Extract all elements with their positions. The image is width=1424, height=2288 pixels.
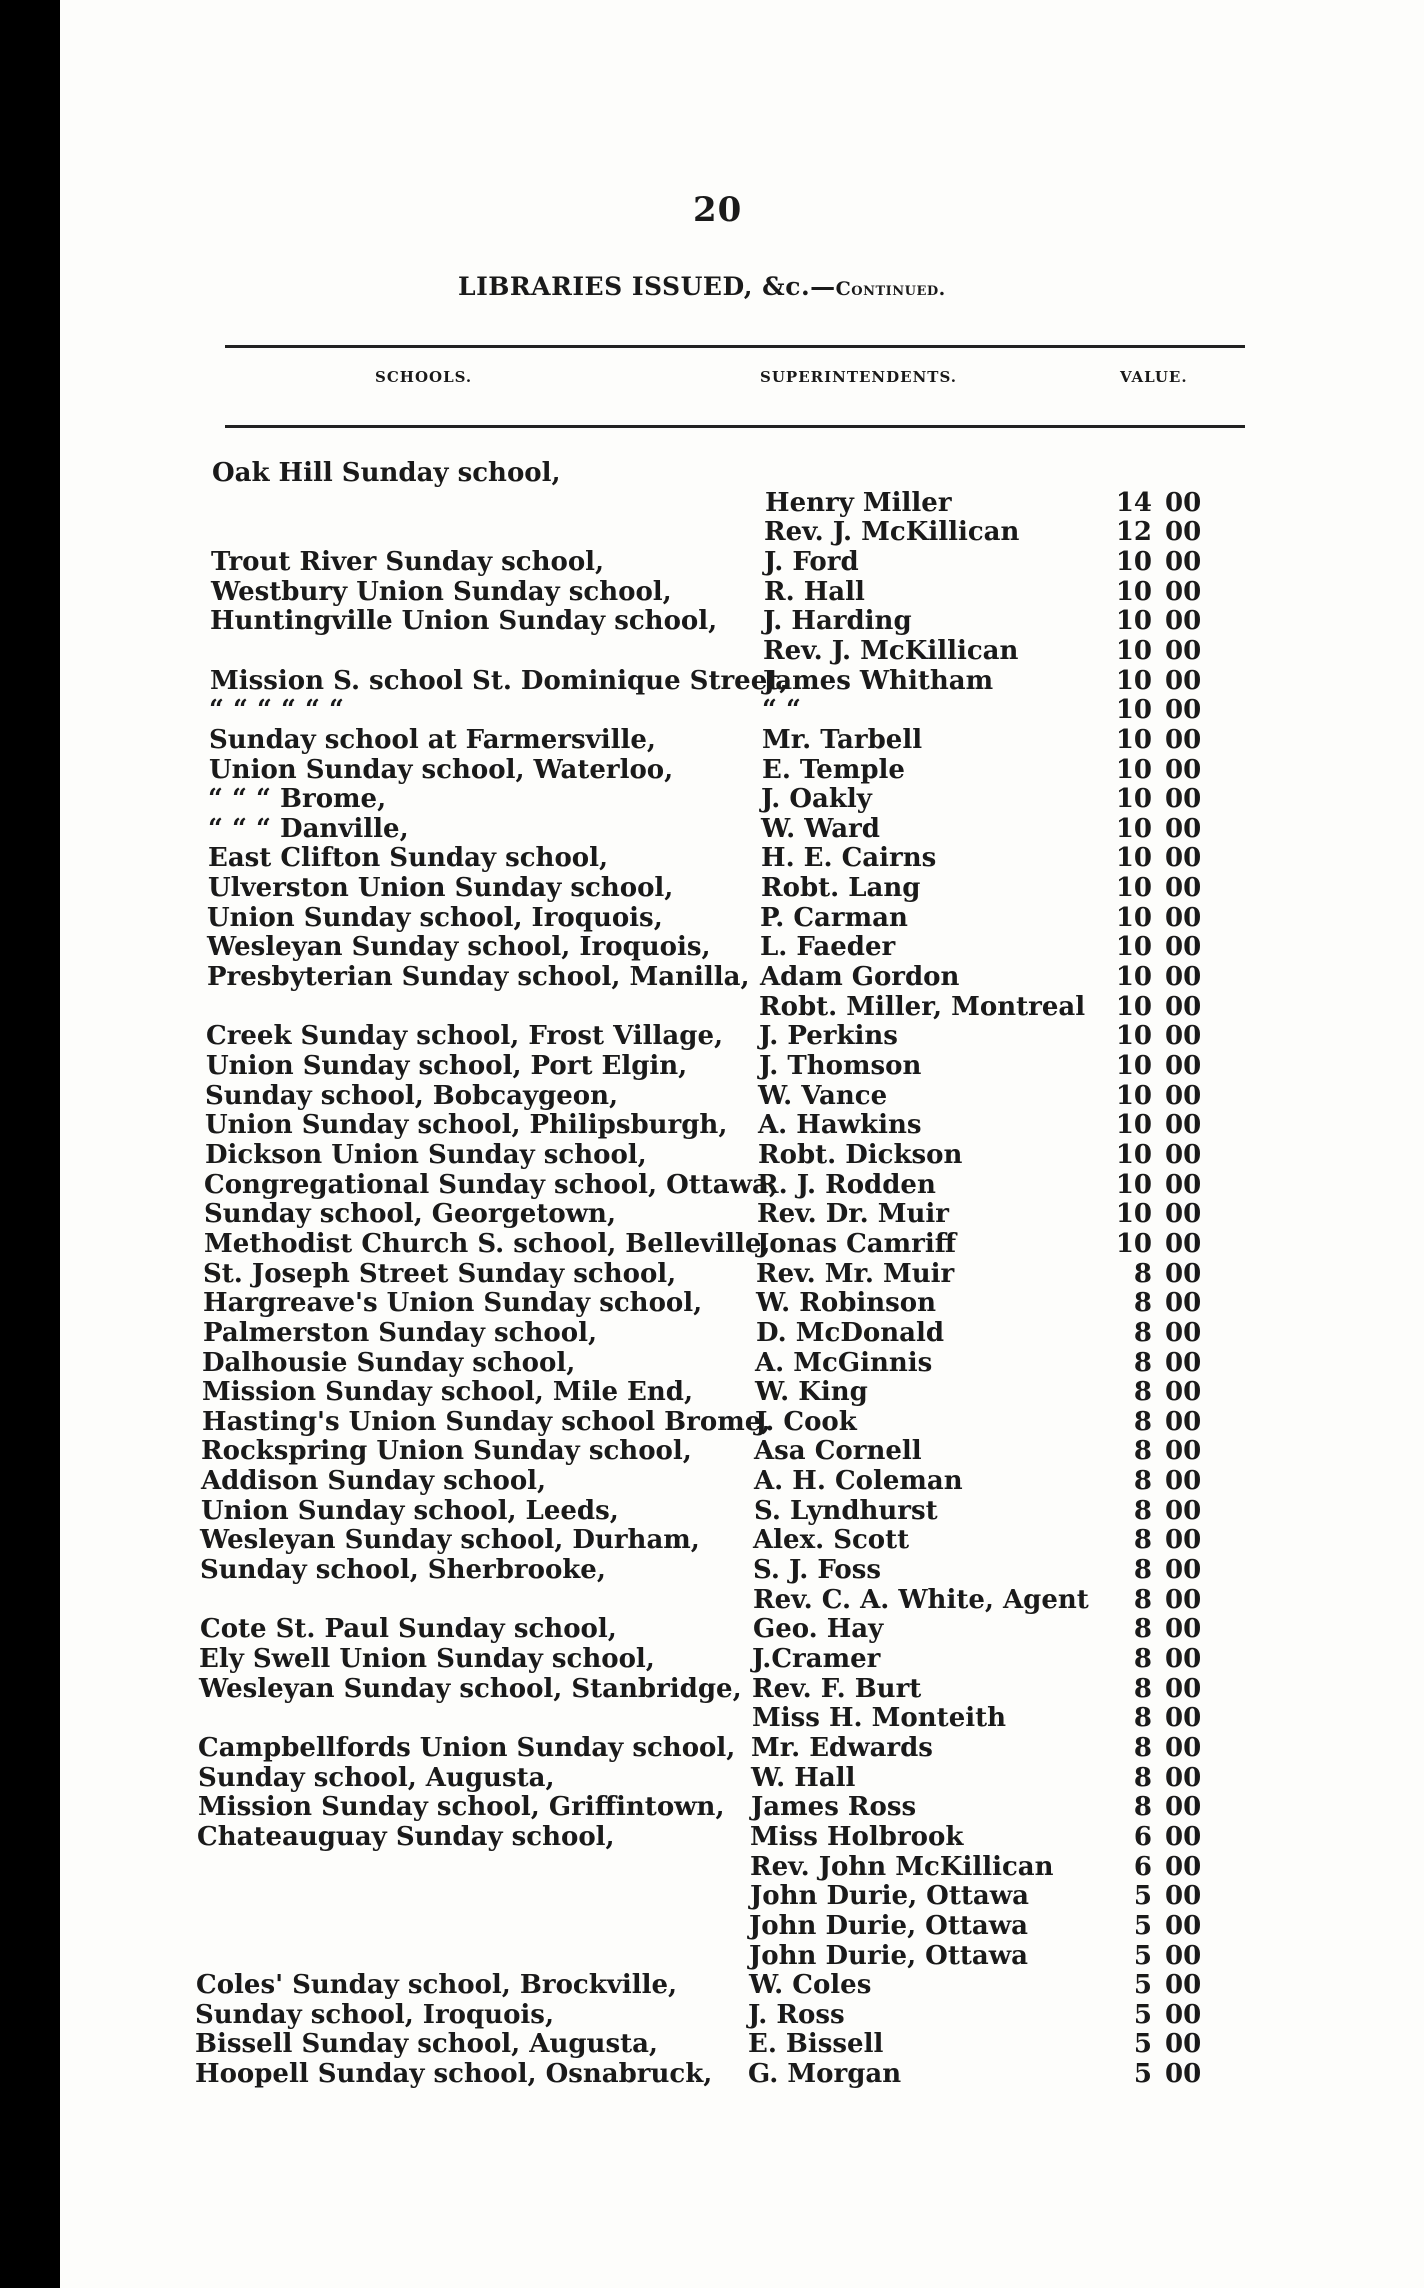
superintendent-cell: G. Morgan — [748, 2059, 902, 2090]
value-cents-cell: 00 — [1165, 1940, 1202, 1971]
table-row — [60, 1881, 1424, 1911]
table-row — [60, 1288, 1424, 1318]
school-cell: East Clifton Sunday school, — [208, 843, 609, 874]
value-dollars-cell: 8 — [1133, 1732, 1152, 1763]
table-row — [60, 458, 1424, 488]
school-cell: “ “ “ Danville, — [208, 813, 409, 844]
superintendent-cell: A. Hawkins — [758, 1110, 922, 1141]
value-cents-cell: 00 — [1165, 695, 1202, 726]
table-row — [60, 1377, 1424, 1407]
school-cell: Mission Sunday school, Griffintown, — [198, 1792, 725, 1823]
value-cents-cell: 00 — [1165, 517, 1202, 548]
school-cell: Wesleyan Sunday school, Durham, — [200, 1525, 700, 1556]
value-dollars-cell: 6 — [1133, 1821, 1152, 1852]
value-cents-cell: 00 — [1165, 1673, 1202, 1704]
table-row — [60, 2000, 1424, 2030]
school-cell: Mission S. school St. Dominique Street, — [210, 665, 789, 696]
value-dollars-cell: 8 — [1133, 1436, 1152, 1467]
school-cell: Sunday school at Farmersville, — [209, 724, 656, 755]
superintendent-cell: Miss Holbrook — [750, 1821, 964, 1852]
value-dollars-cell: 5 — [1133, 1999, 1152, 2030]
value-dollars-cell: 10 — [1115, 962, 1152, 993]
column-header-superintendents: SUPERINTENDENTS. — [760, 368, 957, 386]
table-row — [60, 1941, 1424, 1971]
table-row — [60, 1733, 1424, 1763]
superintendent-cell: S. Lyndhurst — [754, 1495, 938, 1526]
superintendent-cell: Mr. Tarbell — [762, 724, 923, 755]
school-cell: St. Joseph Street Sunday school, — [203, 1258, 677, 1289]
value-cents-cell: 00 — [1165, 1881, 1202, 1912]
value-dollars-cell: 8 — [1133, 1466, 1152, 1497]
superintendent-cell: James Whitham — [763, 665, 994, 696]
value-dollars-cell: 5 — [1133, 1881, 1152, 1912]
superintendent-cell: Mr. Edwards — [751, 1732, 933, 1763]
school-cell: Union Sunday school, Philipsburgh, — [205, 1110, 728, 1141]
value-dollars-cell: 10 — [1115, 902, 1152, 933]
header-rule-bottom — [225, 425, 1245, 428]
value-cents-cell: 00 — [1165, 1851, 1202, 1882]
superintendent-cell: Rev. Mr. Muir — [756, 1258, 955, 1289]
table-row — [60, 1822, 1424, 1852]
school-cell: Sunday school, Sherbrooke, — [200, 1555, 606, 1586]
superintendent-cell: James Ross — [751, 1792, 917, 1823]
superintendent-cell: Robt. Lang — [761, 873, 921, 904]
table-row — [60, 1051, 1424, 1081]
value-cents-cell: 00 — [1165, 2059, 1202, 2090]
table-row — [60, 1199, 1424, 1229]
superintendent-cell: “ “ — [762, 695, 801, 726]
value-dollars-cell: 8 — [1133, 1614, 1152, 1645]
superintendent-cell: J. Cook — [755, 1406, 857, 1437]
value-cents-cell: 00 — [1165, 1436, 1202, 1467]
value-dollars-cell: 10 — [1115, 546, 1152, 577]
value-dollars-cell: 8 — [1133, 1406, 1152, 1437]
table-row — [60, 1970, 1424, 2000]
table-row — [60, 1407, 1424, 1437]
table-row — [60, 1674, 1424, 1704]
school-cell: Sunday school, Georgetown, — [204, 1199, 617, 1230]
school-cell: Bissell Sunday school, Augusta, — [195, 2029, 658, 2060]
value-dollars-cell: 5 — [1133, 1910, 1152, 1941]
superintendent-cell: Rev. Dr. Muir — [757, 1199, 949, 1230]
table-row — [60, 1021, 1424, 1051]
superintendent-cell: J. Thomson — [759, 1051, 922, 1081]
running-head-title: LIBRARIES ISSUED, &c.— — [458, 272, 836, 301]
superintendent-cell: A. McGinnis — [755, 1347, 933, 1378]
table-row — [60, 517, 1424, 547]
school-cell: Ely Swell Union Sunday school, — [199, 1644, 655, 1674]
value-dollars-cell: 10 — [1115, 635, 1152, 666]
value-dollars-cell: 10 — [1115, 843, 1152, 874]
superintendent-cell: L. Faeder — [760, 932, 896, 963]
superintendent-cell: W. Coles — [749, 1970, 872, 2001]
value-cents-cell: 00 — [1165, 1021, 1202, 1052]
value-dollars-cell: 5 — [1133, 2059, 1152, 2090]
table-row — [60, 1911, 1424, 1941]
school-cell: Dickson Union Sunday school, — [205, 1139, 647, 1170]
value-dollars-cell: 8 — [1133, 1703, 1152, 1734]
school-cell: Creek Sunday school, Frost Village, — [206, 1021, 724, 1052]
value-cents-cell: 00 — [1165, 2029, 1202, 2060]
school-cell: Union Sunday school, Port Elgin, — [206, 1051, 688, 1081]
superintendent-cell: W. Vance — [758, 1080, 888, 1111]
table-row — [60, 1703, 1424, 1733]
value-cents-cell: 00 — [1165, 1169, 1202, 1200]
value-dollars-cell: 10 — [1115, 1021, 1152, 1052]
value-dollars-cell: 10 — [1115, 695, 1152, 726]
value-dollars-cell: 10 — [1115, 873, 1152, 904]
school-cell: Westbury Union Sunday school, — [211, 576, 672, 607]
table-row — [60, 577, 1424, 607]
table-row — [60, 873, 1424, 903]
school-cell: Ulverston Union Sunday school, — [208, 873, 674, 904]
school-cell: Coles' Sunday school, Brockville, — [196, 1970, 678, 2001]
school-cell: Rockspring Union Sunday school, — [201, 1436, 692, 1467]
table-row — [60, 1229, 1424, 1259]
value-dollars-cell: 10 — [1115, 1139, 1152, 1170]
table-row — [60, 1585, 1424, 1615]
value-dollars-cell: 10 — [1115, 1228, 1152, 1259]
superintendent-cell: John Durie, Ottawa — [750, 1881, 1029, 1912]
value-cents-cell: 00 — [1165, 546, 1202, 577]
value-cents-cell: 00 — [1165, 1762, 1202, 1793]
table-row — [60, 2029, 1424, 2059]
value-dollars-cell: 10 — [1115, 1169, 1152, 1200]
value-dollars-cell: 8 — [1133, 1584, 1152, 1615]
superintendent-cell: Robt. Dickson — [758, 1139, 963, 1170]
superintendent-cell: Geo. Hay — [753, 1614, 884, 1645]
value-cents-cell: 00 — [1165, 724, 1202, 755]
value-dollars-cell: 12 — [1115, 517, 1152, 548]
school-cell: Congregational Sunday school, Ottawa, — [204, 1169, 778, 1200]
superintendent-cell: J. Ross — [748, 1999, 845, 2030]
page-number: 20 — [693, 190, 743, 230]
superintendent-cell: A. H. Coleman — [754, 1466, 963, 1497]
value-dollars-cell: 5 — [1133, 1940, 1152, 1971]
school-cell: Hoopell Sunday school, Osnabruck, — [195, 2059, 713, 2090]
school-cell: Huntingville Union Sunday school, — [210, 606, 718, 637]
value-cents-cell: 00 — [1165, 487, 1202, 518]
value-dollars-cell: 14 — [1115, 487, 1152, 518]
book-page — [60, 0, 1424, 2288]
value-dollars-cell: 8 — [1133, 1495, 1152, 1526]
value-cents-cell: 00 — [1165, 1406, 1202, 1437]
superintendent-cell: Rev. John McKillican — [750, 1851, 1054, 1882]
table-row — [60, 932, 1424, 962]
value-cents-cell: 00 — [1165, 1732, 1202, 1763]
school-cell: Hasting's Union Sunday school Brome, — [202, 1406, 771, 1437]
value-dollars-cell: 8 — [1133, 1347, 1152, 1378]
value-cents-cell: 00 — [1165, 784, 1202, 815]
table-row — [60, 1081, 1424, 1111]
column-header-value: VALUE. — [1120, 368, 1188, 386]
table-row — [60, 1614, 1424, 1644]
superintendent-cell: W. Ward — [761, 813, 880, 844]
value-dollars-cell: 10 — [1115, 932, 1152, 963]
superintendent-cell: Rev. J. McKillican — [764, 517, 1020, 548]
value-dollars-cell: 10 — [1115, 576, 1152, 607]
table-row — [60, 1852, 1424, 1882]
superintendent-cell: W. Hall — [751, 1762, 856, 1793]
table-row — [60, 962, 1424, 992]
table-row — [60, 1763, 1424, 1793]
superintendent-cell: W. Robinson — [756, 1288, 937, 1319]
table-row — [60, 666, 1424, 696]
superintendent-cell: Rev. F. Burt — [752, 1673, 922, 1704]
value-dollars-cell: 10 — [1115, 1051, 1152, 1081]
superintendent-cell: John Durie, Ottawa — [749, 1940, 1028, 1971]
table-row — [60, 547, 1424, 577]
school-cell: Trout River Sunday school, — [211, 546, 605, 577]
superintendent-cell: J. Ford — [764, 546, 859, 577]
table-row — [60, 843, 1424, 873]
table-row — [60, 636, 1424, 666]
value-dollars-cell: 8 — [1133, 1525, 1152, 1556]
value-cents-cell: 00 — [1165, 902, 1202, 933]
superintendent-cell: Rev. J. McKillican — [763, 635, 1019, 666]
superintendent-cell: Adam Gordon — [760, 962, 960, 993]
value-dollars-cell: 10 — [1115, 991, 1152, 1022]
value-cents-cell: 00 — [1165, 1525, 1202, 1556]
school-cell: Union Sunday school, Iroquois, — [207, 902, 663, 933]
superintendent-cell: E. Bissell — [748, 2029, 884, 2060]
value-dollars-cell: 10 — [1115, 606, 1152, 637]
school-cell: Cote St. Paul Sunday school, — [200, 1614, 617, 1645]
table-row — [60, 725, 1424, 755]
superintendent-cell: J. Perkins — [759, 1021, 898, 1052]
value-dollars-cell: 8 — [1133, 1555, 1152, 1586]
value-cents-cell: 00 — [1165, 1970, 1202, 2001]
value-cents-cell: 00 — [1165, 1051, 1202, 1081]
value-dollars-cell: 5 — [1133, 1970, 1152, 2001]
table-row — [60, 2059, 1424, 2089]
value-cents-cell: 00 — [1165, 1258, 1202, 1289]
value-dollars-cell: 8 — [1133, 1258, 1152, 1289]
table-row — [60, 1110, 1424, 1140]
value-cents-cell: 00 — [1165, 1910, 1202, 1941]
school-cell: Oak Hill Sunday school, — [212, 458, 561, 488]
table-row — [60, 1318, 1424, 1348]
superintendent-cell: E. Temple — [762, 754, 905, 785]
school-cell: Chateauguay Sunday school, — [197, 1821, 615, 1852]
table-row — [60, 814, 1424, 844]
value-dollars-cell: 8 — [1133, 1792, 1152, 1823]
superintendent-cell: Jonas Camriff — [757, 1228, 957, 1259]
value-cents-cell: 00 — [1165, 873, 1202, 904]
superintendent-cell: J. Harding — [763, 606, 912, 637]
table-row — [60, 1496, 1424, 1526]
table-row — [60, 1436, 1424, 1466]
value-dollars-cell: 10 — [1115, 1199, 1152, 1230]
value-cents-cell: 00 — [1165, 1288, 1202, 1319]
superintendent-cell: W. King — [755, 1377, 868, 1408]
value-cents-cell: 00 — [1165, 576, 1202, 607]
superintendent-cell: Henry Miller — [765, 487, 952, 518]
table-row — [60, 695, 1424, 725]
table-row — [60, 903, 1424, 933]
superintendent-cell: John Durie, Ottawa — [749, 1910, 1028, 1941]
value-cents-cell: 00 — [1165, 1821, 1202, 1852]
school-cell: “ “ “ Brome, — [208, 784, 387, 815]
value-cents-cell: 00 — [1165, 635, 1202, 666]
table-row — [60, 1170, 1424, 1200]
value-dollars-cell: 8 — [1133, 1762, 1152, 1793]
running-head-continued: Continued. — [835, 278, 946, 300]
school-cell: Palmerston Sunday school, — [203, 1317, 598, 1348]
school-cell: Addison Sunday school, — [201, 1466, 547, 1497]
table-row — [60, 755, 1424, 785]
value-cents-cell: 00 — [1165, 606, 1202, 637]
value-dollars-cell: 8 — [1133, 1644, 1152, 1674]
school-cell: Sunday school, Iroquois, — [195, 1999, 554, 2030]
value-cents-cell: 00 — [1165, 1080, 1202, 1111]
value-dollars-cell: 10 — [1115, 754, 1152, 785]
superintendent-cell: Alex. Scott — [753, 1525, 910, 1556]
table-row — [60, 1792, 1424, 1822]
table-row — [60, 1466, 1424, 1496]
value-cents-cell: 00 — [1165, 962, 1202, 993]
value-cents-cell: 00 — [1165, 1792, 1202, 1823]
value-cents-cell: 00 — [1165, 1377, 1202, 1408]
value-cents-cell: 00 — [1165, 843, 1202, 874]
table-row — [60, 1259, 1424, 1289]
school-cell: Wesleyan Sunday school, Iroquois, — [207, 932, 711, 963]
table-row — [60, 784, 1424, 814]
school-cell: Dalhousie Sunday school, — [202, 1347, 576, 1378]
value-cents-cell: 00 — [1165, 754, 1202, 785]
school-cell: Hargreave's Union Sunday school, — [203, 1288, 703, 1319]
table-row — [60, 606, 1424, 636]
value-dollars-cell: 10 — [1115, 1110, 1152, 1141]
value-dollars-cell: 6 — [1133, 1851, 1152, 1882]
school-cell: Campbellfords Union Sunday school, — [198, 1732, 736, 1763]
value-cents-cell: 00 — [1165, 1584, 1202, 1615]
superintendent-cell: R. J. Rodden — [757, 1169, 936, 1200]
value-cents-cell: 00 — [1165, 991, 1202, 1022]
superintendent-cell: S. J. Foss — [753, 1555, 881, 1586]
value-dollars-cell: 10 — [1115, 1080, 1152, 1111]
table-row — [60, 1140, 1424, 1170]
school-cell: Methodist Church S. school, Belleville, — [204, 1228, 771, 1259]
value-dollars-cell: 8 — [1133, 1317, 1152, 1348]
table-row — [60, 1525, 1424, 1555]
value-cents-cell: 00 — [1165, 1614, 1202, 1645]
superintendent-cell: Rev. C. A. White, Agent — [753, 1584, 1089, 1615]
superintendent-cell: Robt. Miller, Montreal — [759, 991, 1086, 1022]
value-dollars-cell: 10 — [1115, 813, 1152, 844]
value-cents-cell: 00 — [1165, 1555, 1202, 1586]
value-cents-cell: 00 — [1165, 1347, 1202, 1378]
value-cents-cell: 00 — [1165, 1139, 1202, 1170]
header-rule-top — [225, 345, 1245, 348]
table-row — [60, 992, 1424, 1022]
column-header-schools: SCHOOLS. — [375, 368, 473, 386]
value-cents-cell: 00 — [1165, 1644, 1202, 1674]
value-dollars-cell: 8 — [1133, 1288, 1152, 1319]
table-row — [60, 1348, 1424, 1378]
school-cell: Union Sunday school, Waterloo, — [209, 754, 674, 785]
school-cell: “ “ “ “ “ “ — [209, 695, 344, 726]
value-dollars-cell: 10 — [1115, 784, 1152, 815]
value-cents-cell: 00 — [1165, 1703, 1202, 1734]
school-cell: Wesleyan Sunday school, Stanbridge, — [199, 1673, 742, 1704]
school-cell: Sunday school, Bobcaygeon, — [205, 1080, 619, 1111]
value-dollars-cell: 5 — [1133, 2029, 1152, 2060]
table-row — [60, 1644, 1424, 1674]
value-dollars-cell: 8 — [1133, 1673, 1152, 1704]
superintendent-cell: Asa Cornell — [754, 1436, 922, 1467]
value-cents-cell: 00 — [1165, 932, 1202, 963]
value-cents-cell: 00 — [1165, 665, 1202, 696]
school-cell: Mission Sunday school, Mile End, — [202, 1377, 693, 1408]
superintendent-cell: R. Hall — [764, 576, 865, 607]
table-row — [60, 1555, 1424, 1585]
value-cents-cell: 00 — [1165, 1466, 1202, 1497]
value-cents-cell: 00 — [1165, 1199, 1202, 1230]
value-dollars-cell: 10 — [1115, 665, 1152, 696]
value-cents-cell: 00 — [1165, 1999, 1202, 2030]
value-cents-cell: 00 — [1165, 1317, 1202, 1348]
superintendent-cell: D. McDonald — [756, 1317, 945, 1348]
value-dollars-cell: 8 — [1133, 1377, 1152, 1408]
superintendent-cell: H. E. Cairns — [761, 843, 937, 874]
superintendent-cell: J. Oakly — [761, 784, 872, 815]
value-cents-cell: 00 — [1165, 813, 1202, 844]
school-cell: Sunday school, Augusta, — [198, 1762, 555, 1793]
school-cell: Union Sunday school, Leeds, — [201, 1495, 619, 1526]
superintendent-cell: P. Carman — [760, 902, 908, 933]
superintendent-cell: J.Cramer — [752, 1644, 881, 1674]
school-cell: Presbyterian Sunday school, Manilla, — [207, 962, 750, 993]
value-dollars-cell: 10 — [1115, 724, 1152, 755]
value-cents-cell: 00 — [1165, 1495, 1202, 1526]
running-head — [458, 272, 946, 301]
value-cents-cell: 00 — [1165, 1228, 1202, 1259]
table-row — [60, 488, 1424, 518]
value-cents-cell: 00 — [1165, 1110, 1202, 1141]
superintendent-cell: Miss H. Monteith — [752, 1703, 1007, 1734]
